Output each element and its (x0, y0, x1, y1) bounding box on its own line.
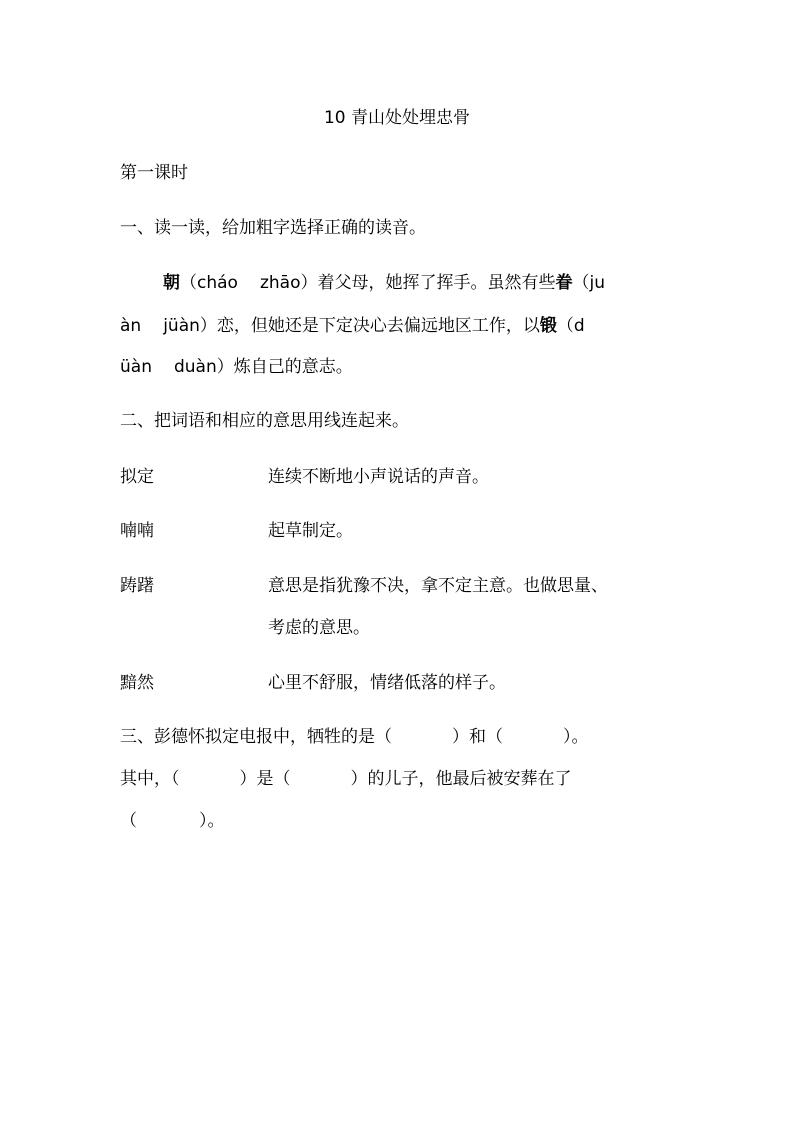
question-3-text: ）是（ (239, 769, 291, 789)
bold-char-duan: 锻 (539, 316, 557, 336)
term-4: 黯然 (120, 673, 154, 693)
lesson-label: 第一课时 (120, 163, 188, 183)
question-1-heading: 一、读一读，给加粗字选择正确的读音。 (120, 218, 426, 238)
definition-1: 连续不断地小声说话的声音。 (268, 467, 489, 487)
sentence-text: duàn）炼自己的意志。 (173, 357, 353, 377)
question-3-text: （ (120, 811, 137, 831)
term-1: 拟定 (120, 467, 154, 487)
bold-char-chao: 朝 (163, 273, 180, 293)
question-1-line-2 (120, 314, 585, 338)
question-3-line-3 (120, 809, 225, 833)
question-1-line-1 (163, 271, 605, 295)
question-3-line-2 (120, 767, 572, 791)
pinyin-option: àn (120, 316, 142, 336)
pinyin-option: （d (556, 316, 585, 336)
question-2-heading: 二、把词语和相应的意思用线连起来。 (120, 411, 409, 431)
question-3-text: 三、彭德怀拟定电报中，牺牲的是（ (120, 727, 392, 747)
sentence-text: zhāo）着父母，她挥了挥手。虽然有些 (259, 273, 556, 293)
question-3-line-1 (120, 725, 589, 749)
question-3-text: ）。 (563, 727, 589, 747)
sentence-text: jüàn）恋，但她还是下定决心去偏远地区工作，以 (163, 316, 540, 336)
pinyin-option: üàn (120, 357, 152, 377)
definition-3-continued: 考虑的意思。 (268, 618, 370, 638)
question-3-text: ）。 (199, 811, 225, 831)
pinyin-option: （cháo (180, 273, 238, 293)
pinyin-option: （ju (572, 273, 605, 293)
term-3: 踌躇 (120, 576, 154, 596)
document-title: 10 青山处处埋忠骨 (323, 108, 471, 128)
question-3-text: 其中，（ (120, 769, 180, 789)
definition-2: 起草制定。 (268, 521, 353, 541)
bold-char-juan: 眷 (555, 273, 573, 293)
term-2: 喃喃 (120, 521, 154, 541)
question-3-text: ）的儿子，他最后被安葬在了 (350, 769, 572, 789)
question-1-line-3 (120, 355, 353, 379)
definition-3: 意思是指犹豫不决，拿不定主意。也做思量、 (268, 576, 608, 596)
question-3-text: ）和（ (452, 727, 503, 747)
definition-4: 心里不舒服，情绪低落的样子。 (268, 673, 506, 693)
